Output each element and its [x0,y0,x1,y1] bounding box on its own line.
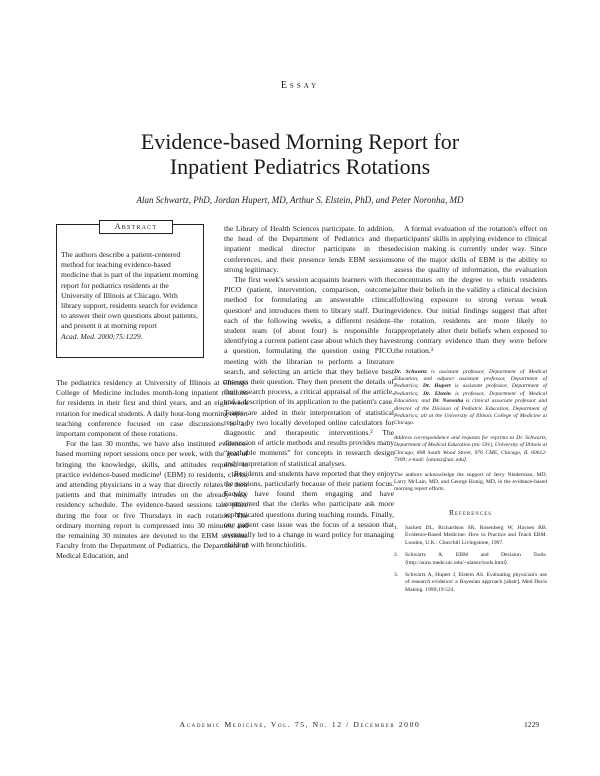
column-right [394,224,547,599]
references-heading: References [448,507,493,517]
body-paragraph-4: The first week's session acquaints learners with the PICO (patient, intervention, comparison, outcome) method for formulating an answerable clinical question¹ and introduces them to library staff. During each of the following weeks, a different resident–student team (of about four) is responsible for identifying a current patient case about which they have a question, formulating the question using PICO, meeting with the librarian to perform a literature search, and selecting an article that they believe best answers their question. They then present the details of their research process, a critical appraisal of the article, and a description of its application to the patient's case. Teams are aided in their interpretation of statistical results by two locally developed online calculators for diagnostic and therapeutic interventions.² The discussion of article methods and results provides many “teachable moments” for concepts in research design and interpretation of statistical analyses. [224,275,394,468]
reference-text: Schwartz A. EBM and Decision Tools. ⟨http://araw.mede.uic.edu/~alansz/tools.html⟩. [405,552,547,566]
running-footer: Academic Medicine, Vol. 75, No. 12 / December 2000 [179,720,421,729]
acknowledgement: The authors acknowledge the support of Jerry Niederman, MD, Larry McLain, MD, and George Honig, MD, in the evidence-based morning report efforts. [394,471,547,493]
reference-list [394,525,547,594]
author-affiliations [394,369,547,428]
abstract-body [61,250,199,342]
abstract-box [56,224,204,358]
section-label: Essay [280,80,320,91]
title-line-1: Evidence-based Morning Report for [140,129,460,154]
page-number: 1229 [524,720,540,729]
affil-name-1: Dr. Schwartz [394,368,427,375]
reference-number: 3. [394,571,399,578]
body-paragraph-2: For the last 30 months, we have also instituted evidence-based morning report sessions once per week, with the goal of bringing the knowledge, skills, and attitudes required to practice evidence-based medicine¹ (EBM) to residents, clerks, and attending physicians in a way that directly relates to their patients and that minimally intrudes on the already busy residency schedule. The evidence-based sessions take place during the four or five Thursdays in each rotation. The ordinary morning report is compressed into 30 minutes, and the remaining 30 minutes are devoted to the EBM sessions. Faculty from the Department of Pediatrics, the Department of Medical Education, and [56,439,248,561]
body-paragraph-1: The pediatrics residency at University of Illinois at Chicago College of Medicine includes month-long inpatient rotations for residents in their first and third years, and an eight-week rotation for medical students. A daily hour-long morning report teaching conference focused on case discussions is an important component of these rotations. [56,378,248,439]
title-line-2: Inpatient Pediatrics Rotations [169,154,431,179]
body-paragraph-5: Residents and students have reported that they enjoy the sessions, particularly because of their patient focus. Faculty have found them engaging and have commented that the clerks who participate ask more sophisticated questions during teaching rounds. Finally, one patient case issue was the focus of a session that eventually led to a change in ward policy for managing children with bronchiolitis. [224,468,394,550]
reference-number: 2. [394,552,399,559]
column-left [56,378,248,562]
reference-number: 1. [394,524,399,531]
reference-item [394,572,547,594]
affil-text-3: is professor, Department of Medical Education; and [394,390,547,405]
affil-name-2: Dr. Hupert [422,383,451,390]
body-paragraph-3: the Library of Health Sciences participate. In addition, the head of the Department of Pediatrics and the inpatient medical director participate in these conferences, and their presence lends EBM sessions strong legitimacy. [224,224,394,274]
reference-text: Schwartz A, Hupert J, Elstein AS. Evaluating physician's use of research evidence: a Bayesian approach [abstr]. Med Decis Making. 1999;19:524. [405,571,547,593]
abstract-citation: Acad. Med. 2000;75:1229. [61,331,143,341]
article-title [0,129,600,179]
author-line: Alan Schwartz, PhD, Jordan Hupert, MD, Arthur S. Elstein, PhD, and Peter Noronha, MD [136,195,464,205]
reference-item [394,552,547,567]
correspondence-note: Address correspondence and requests for reprints to Dr. Schwartz, Department of Medical Education (mc 591), University of Illinois at Chicago, 808 South Wood Street, 976 CME, Chicago, IL 60612-7309; e-mail: ⟨alansz@uic.edu⟩. [394,434,547,464]
affil-name-4: Dr. Noronha [432,398,464,405]
reference-text: Sackett DL, Richardson SR, Rosenberg W, Haynes RB. Evidence-Based Medicine: How to Practice and Teach EBM. London, U.K.: Churchill Livingstone, 1997. [405,524,547,546]
affil-text-4: is clinical associate professor and director of the Division of Pediatric Education, Department of Pediatrics; all at the University of Illinois College of Medicine at Chicago. [394,398,547,427]
reference-item [394,525,547,547]
abstract-heading: Abstract [99,220,173,234]
affil-text-2: is assistant professor, Department of Pediatrics; [394,383,547,397]
body-paragraph-6: A formal evaluation of the rotation's effect on participants' skills in applying evidence to clinical decision making is currently under way. Since one of the major skills of EBM is the ability to assess the quality of information, the evaluation concentrates on the degree to which residents alter their beliefs in the validity a clinical decision following exposure to strong versus weak evidence. Our initial findings suggest that after the rotation, residents are more likely to appropriately alter their beliefs when exposed to strong contrary evidence than they were before the rotation.³ [394,224,547,356]
column-middle [224,224,394,551]
abstract-text: The authors describe a patient-centered method for teaching evidence-based medicine that is part of the inpatient morning report for pediatrics residents at the University of Illinois at Chicago. With library support, residents search for evidence to answer their own questions about patients, and present it at morning report [61,250,199,331]
affil-name-3: Dr. Elstein [423,390,451,397]
affil-text-1: is assistant professor, Department of Medical Education, and adjunct assistant professor, Department of Pediatrics; [394,368,547,390]
